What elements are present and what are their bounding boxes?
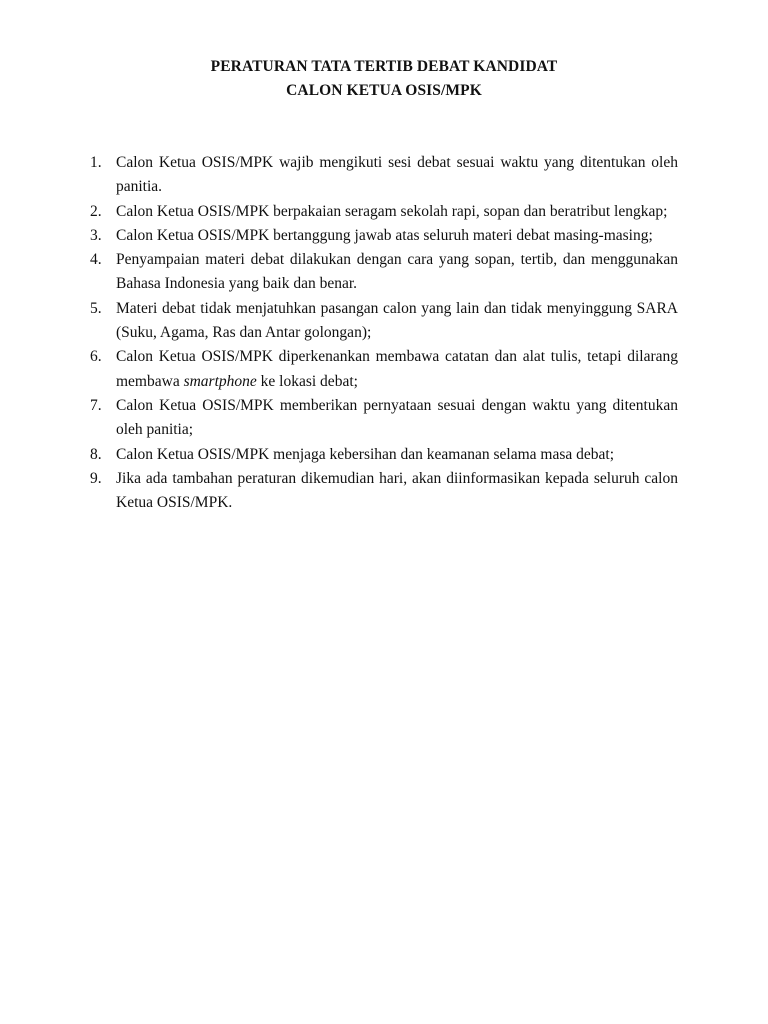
rule-number: 2.: [90, 202, 102, 220]
rule-item-1: [90, 151, 678, 200]
rule-text: Materi debat tidak menjatuhkan pasangan calon yang lain dan tidak menyinggung SARA (Suku, Agama, Ras dan Antar golongan);: [116, 299, 678, 342]
rule-item-2: [90, 200, 678, 224]
rule-number: 5.: [90, 299, 102, 317]
rule-item-9: [90, 467, 678, 516]
rule-item-7: [90, 394, 678, 443]
rule-text: Calon Ketua OSIS/MPK bertanggung jawab atas seluruh materi debat masing-masing;: [116, 226, 653, 244]
rule-number: 6.: [90, 348, 102, 366]
rule-text: [116, 348, 678, 389]
rule-text-after: ke lokasi debat;: [256, 372, 358, 390]
rule-text: Calon Ketua OSIS/MPK wajib mengikuti sesi debat sesuai waktu yang ditentukan oleh panitia.: [116, 154, 678, 196]
title-line-1: PERATURAN TATA TERTIB DEBAT KANDIDAT: [210, 58, 558, 75]
rule-item-6: [90, 345, 678, 394]
rule-text-before: Calon Ketua OSIS/MPK diperkenankan membawa catatan dan alat tulis, tetapi dilarang membawa: [116, 348, 678, 390]
rule-text-italic: smartphone: [183, 372, 257, 390]
rule-number: 3.: [90, 226, 102, 244]
rule-text: Jika ada tambahan peraturan dikemudian hari, akan diinformasikan kepada seluruh calon Ketua OSIS/MPK.: [116, 469, 678, 512]
rule-text: Calon Ketua OSIS/MPK berpakaian seragam sekolah rapi, sopan dan beratribut lengkap;: [116, 202, 668, 220]
rule-number: 9.: [90, 469, 102, 487]
rule-item-8: [90, 443, 678, 467]
document-title: [0, 55, 768, 103]
rule-item-5: [90, 297, 678, 346]
rule-item-4: [90, 248, 678, 297]
rule-number: 8.: [90, 445, 102, 463]
rule-text: Calon Ketua OSIS/MPK memberikan pernyataan sesuai dengan waktu yang ditentukan oleh panitia;: [116, 396, 678, 439]
rules-list: [90, 151, 678, 515]
rule-number: 4.: [90, 251, 102, 269]
rule-number: 1.: [90, 154, 102, 171]
title-line-2: CALON KETUA OSIS/MPK: [286, 82, 482, 99]
rule-text: Calon Ketua OSIS/MPK menjaga kebersihan dan keamanan selama masa debat;: [116, 445, 615, 463]
rule-text: Penyampaian materi debat dilakukan dengan cara yang sopan, tertib, dan menggunakan Bahasa Indonesia yang baik dan benar.: [116, 251, 678, 293]
rule-item-3: [90, 224, 678, 248]
rule-number: 7.: [90, 396, 102, 414]
